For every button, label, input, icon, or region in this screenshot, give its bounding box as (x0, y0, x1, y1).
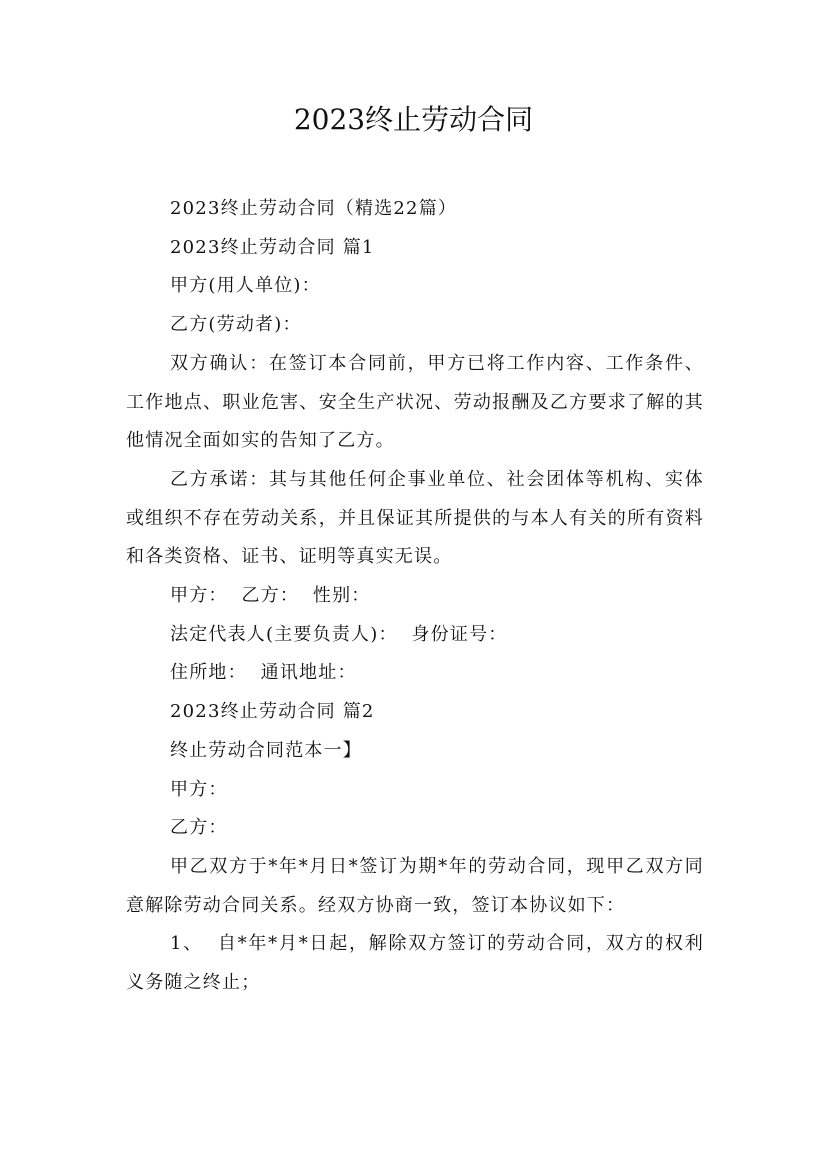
paragraph-party-b: 乙方(劳动者)： (170, 314, 302, 336)
paragraph-section-2-heading: 2023终止劳动合同 篇2 (170, 701, 375, 723)
paragraph-section-1-heading: 2023终止劳动合同 篇1 (170, 236, 375, 258)
paragraph-party-a: 甲方(用人单位)： (170, 275, 321, 297)
paragraph-subtitle: 2023终止劳动合同（精选22篇） (170, 198, 458, 219)
paragraph-signature-fields: 甲方： 乙方： 性别： (170, 585, 371, 607)
paragraph-agreement-intro: 甲乙双方于*年*月日*签订为期*年的劳动合同，现甲乙双方同意解除劳动合同关系。经双方协商一致，签订本协议如下： (126, 855, 704, 916)
paragraph-party-b-2: 乙方： (170, 817, 228, 839)
paragraph-party-a-2: 甲方： (170, 778, 228, 800)
paragraph-mutual-confirmation: 双方确认：在签订本合同前，甲方已将工作内容、工作条件、工作地点、职业危害、安全生产状况、劳动报酬及乙方要求了解的其他情况全面如实的告知了乙方。 (126, 352, 704, 452)
paragraph-legal-representative: 法定代表人(主要负责人)： 身份证号： (170, 623, 508, 645)
paragraph-template-heading: 终止劳动合同范本一】 (170, 739, 362, 761)
paragraph-address: 住所地： 通讯地址： (170, 662, 357, 684)
paragraph-clause-1: 1、 自*年*月*日起，解除双方签订的劳动合同，双方的权利义务随之终止； (126, 933, 704, 994)
document-title: 2023终止劳动合同 (293, 103, 534, 136)
document-body (126, 190, 704, 1003)
paragraph-party-b-commitment: 乙方承诺：其与其他任何企事业单位、社会团体等机构、实体或组织不存在劳动关系，并且保证其所提供的与本人有关的所有资料和各类资格、证书、证明等真实无误。 (126, 468, 704, 568)
